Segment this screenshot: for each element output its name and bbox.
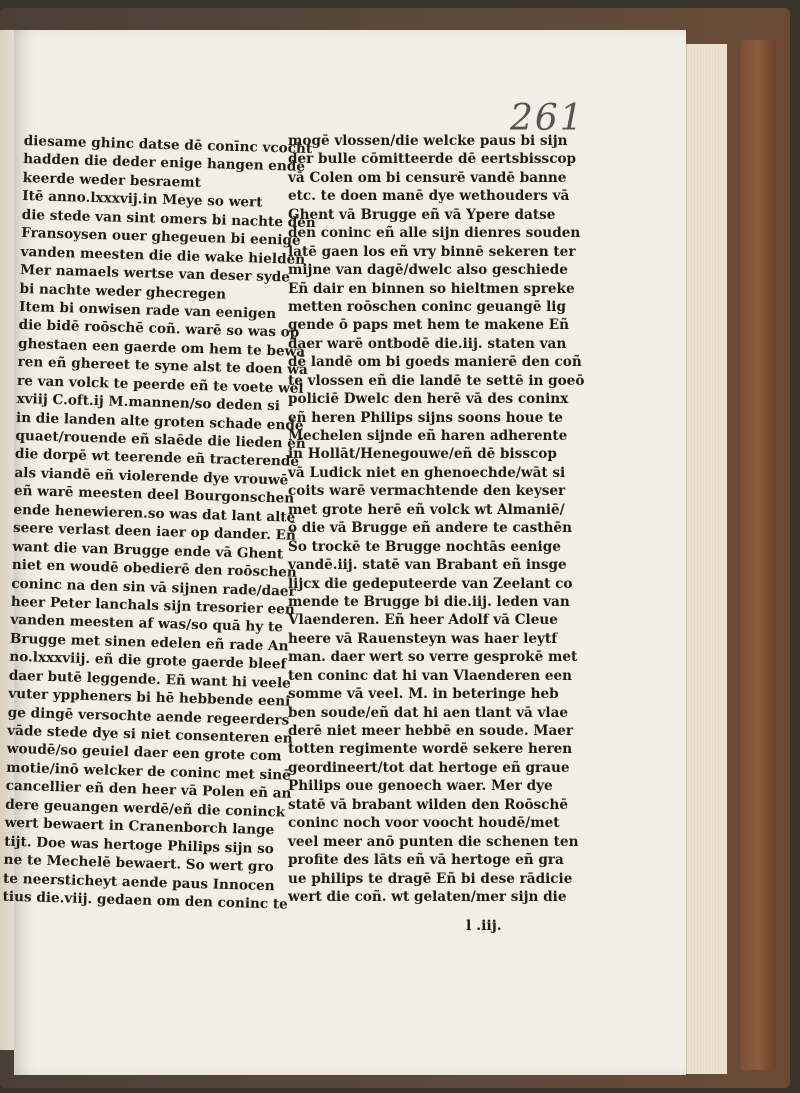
text-line: wert bewaert in Cranenborch lange: [4, 814, 275, 839]
text-line: te vlossen eñ die landē te settē in goeō: [288, 372, 585, 389]
text-line: coits warē vermachtende den keyser: [288, 483, 566, 500]
text-line: Item bi onwisen rade van eenigen: [18, 298, 277, 323]
text-line: bi nachte weder ghecregen: [19, 280, 227, 303]
text-line: keerde weder besraemt: [22, 169, 202, 191]
text-line: in Hollāt/Henegouwe/eñ dē bisscop: [288, 446, 557, 463]
right-text-column: [288, 132, 585, 906]
text-line: mijne van dagē/dwelc also geschiede: [288, 262, 568, 279]
text-line: die dorpē wt teerende eñ tracterende: [14, 446, 300, 471]
text-line: Mechelen sijnde eñ haren adherente: [288, 428, 568, 444]
text-line: ghestaen een gaerde om hem te bewa: [17, 335, 306, 360]
text-line: Mer namaels wertse van deser syde: [19, 262, 291, 286]
text-line: coninc noch voor voocht houdē/met: [288, 815, 560, 832]
text-line: heere vā Rauensteyn was haer leytf: [288, 630, 558, 647]
text-line: statē vā brabant wilden den Roōschē: [288, 796, 568, 813]
text-line: eñ warē meesten deel Bourgonschen: [13, 483, 295, 507]
text-line: no.lxxxviij. eñ die grote gaerde bleef: [9, 649, 287, 673]
text-line: profite des lāts eñ vā hertoge eñ gra: [288, 852, 564, 869]
text-line: als viandē eñ violerende dye vrouwē: [14, 464, 289, 489]
text-line: tius die.viij. gedaen om den coninc te: [2, 888, 289, 913]
text-line: vandē.iij. statē van Brabant eñ insge: [288, 557, 567, 574]
text-line: ue philips te dragē Eñ bi dese rādicie: [288, 870, 573, 887]
text-line: daer butē leggende. Eñ want hi veele: [8, 667, 291, 692]
text-line: policiē Dwelc den herē vā des coninx: [288, 391, 569, 408]
text-line: dē landē om bi goeds manierē den coñ: [288, 354, 582, 371]
text-line: derē niet meer hebbē en soude. Maer: [288, 723, 574, 739]
text-line: die stede van sint omers bi nachte den: [21, 206, 316, 231]
text-line: Itē anno.lxxxvij.in Meye so wert: [21, 188, 263, 211]
text-line: den coninc eñ alle sijn dienres souden: [288, 225, 581, 242]
text-line: met grote herē eñ volck wt Almaniē/: [288, 501, 565, 518]
text-line: ren eñ ghereet te syne alst te doen wa: [17, 354, 309, 379]
text-line: die bidē roōschē coñ. warē so was op: [18, 317, 300, 342]
text-line: totten regimente wordē sekere heren: [288, 741, 573, 758]
text-line: seere verlast deen iaer op dander. Eñ: [12, 520, 297, 544]
text-line: quaet/rouende eñ slaēde die lieden eñ: [15, 427, 306, 452]
text-line: ende henewieren.so was dat lant alte: [13, 501, 296, 526]
text-line: Philips oue genoech waer. Mer dye: [288, 778, 553, 795]
text-line: diesame ghinc datse dē conīnc vcocht: [23, 132, 313, 158]
text-line: xviij C.oft.ij M.mannen/so deden si: [16, 391, 281, 415]
text-line: hadden die deder enige hangen ende: [23, 151, 306, 176]
text-line: lijcx die gedeputeerde van Zeelant co: [288, 575, 573, 592]
text-line: niet en woudē obedierē den roōschen: [11, 556, 298, 581]
text-line: metten roōschen coninc geuangē lig: [288, 298, 566, 315]
text-line: mogē vlossen/die welcke paus bi sijn: [288, 133, 568, 149]
text-line: gende ō paps met hem te makene Eñ: [288, 317, 570, 334]
text-line: coninc na den sin vā sijnen rade/daer: [11, 575, 296, 600]
text-line: wert die coñ. wt gelaten/mer sijn die: [288, 888, 567, 905]
text-line: latē gaen los eñ vry binnē sekeren ter: [288, 243, 576, 260]
text-line: veel meer anō punten die schenen ten: [288, 833, 579, 850]
text-line: re van volck te peerde eñ te voete wel: [16, 372, 304, 397]
text-line: cancellier eñ den heer vā Polen eñ an: [5, 778, 292, 803]
text-line: man. daer wert so verre gesprokē met: [288, 649, 578, 666]
text-line: in die landen alte groten schade ende: [15, 409, 304, 434]
text-line: vanden meesten die die wake hielden: [20, 243, 306, 268]
text-line: vuter yppheners bi hē hebbende eeni: [8, 685, 291, 710]
text-line: heer Peter lanchals sijn tresorier een: [10, 593, 295, 618]
text-line: vāde stede dye si niet consenteren en: [7, 722, 293, 747]
text-line: dere geuangen werdē/eñ die coninck: [4, 796, 286, 821]
text-line: Ghent vā Brugge eñ vā Ypere datse: [288, 206, 556, 223]
text-line: ben soude/eñ dat hi aen tlant vā vlae: [288, 704, 569, 721]
text-line: vanden meesten af was/so quā hy te: [10, 612, 284, 636]
text-line: der bulle cōmitteerde dē eertsbisscop: [288, 151, 577, 168]
text-line: Eñ dair en binnen so hieltmen spreke: [288, 280, 575, 297]
text-line: etc. te doen manē dye wethouders vā: [288, 188, 570, 205]
text-line: motie/inō welcker de coninc met sinē: [6, 759, 292, 784]
text-line: somme vā veel. M. in beteringe heb: [288, 686, 559, 703]
text-line: ge dingē versochte aende regeerders: [7, 704, 290, 729]
binding-edge: [740, 40, 776, 1070]
folio-number: 261: [510, 98, 585, 139]
text-line: ne te Mechelē bewaert. So wert gro: [3, 851, 274, 876]
signature-mark: l .iij.: [466, 918, 502, 934]
text-line: So trockē te Brugge nochtās eenige: [288, 538, 561, 555]
text-line: daer warē ontbodē die.iij. staten van: [288, 335, 567, 352]
text-line: vā Colen om bi censurē vandē banne: [288, 169, 567, 186]
text-line: ō die vā Brugge eñ andere te casthēn: [288, 520, 572, 537]
left-text-column: [2, 132, 316, 913]
text-line: eñ heren Philips sijns soons houe te: [288, 409, 563, 426]
text-line: Vlaenderen. Eñ heer Adolf vā Cleue: [288, 612, 558, 629]
page-edges: [686, 44, 727, 1074]
text-line: geordineert/tot dat hertoge eñ graue: [288, 759, 570, 776]
text-line: te neersticheyt aende paus Innocen: [2, 870, 275, 894]
text-line: Brugge met sinen edelen eñ rade An: [9, 630, 289, 655]
text-line: vā Ludick niet en ghenoechde/wāt si: [288, 464, 566, 481]
text-line: woudē/so geuiel daer een grote com: [6, 741, 282, 765]
text-line: want die van Brugge ende vā Ghent: [12, 538, 284, 563]
text-line: mende te Brugge bi die.iij. leden van: [288, 593, 570, 610]
text-line: ten coninc dat hi van Vlaenderen een: [288, 667, 573, 684]
text-line: tijt. Doe was hertoge Philips sijn so: [3, 833, 275, 857]
text-line: Fransoysen ouer ghegeuen bi eenige: [20, 225, 301, 249]
